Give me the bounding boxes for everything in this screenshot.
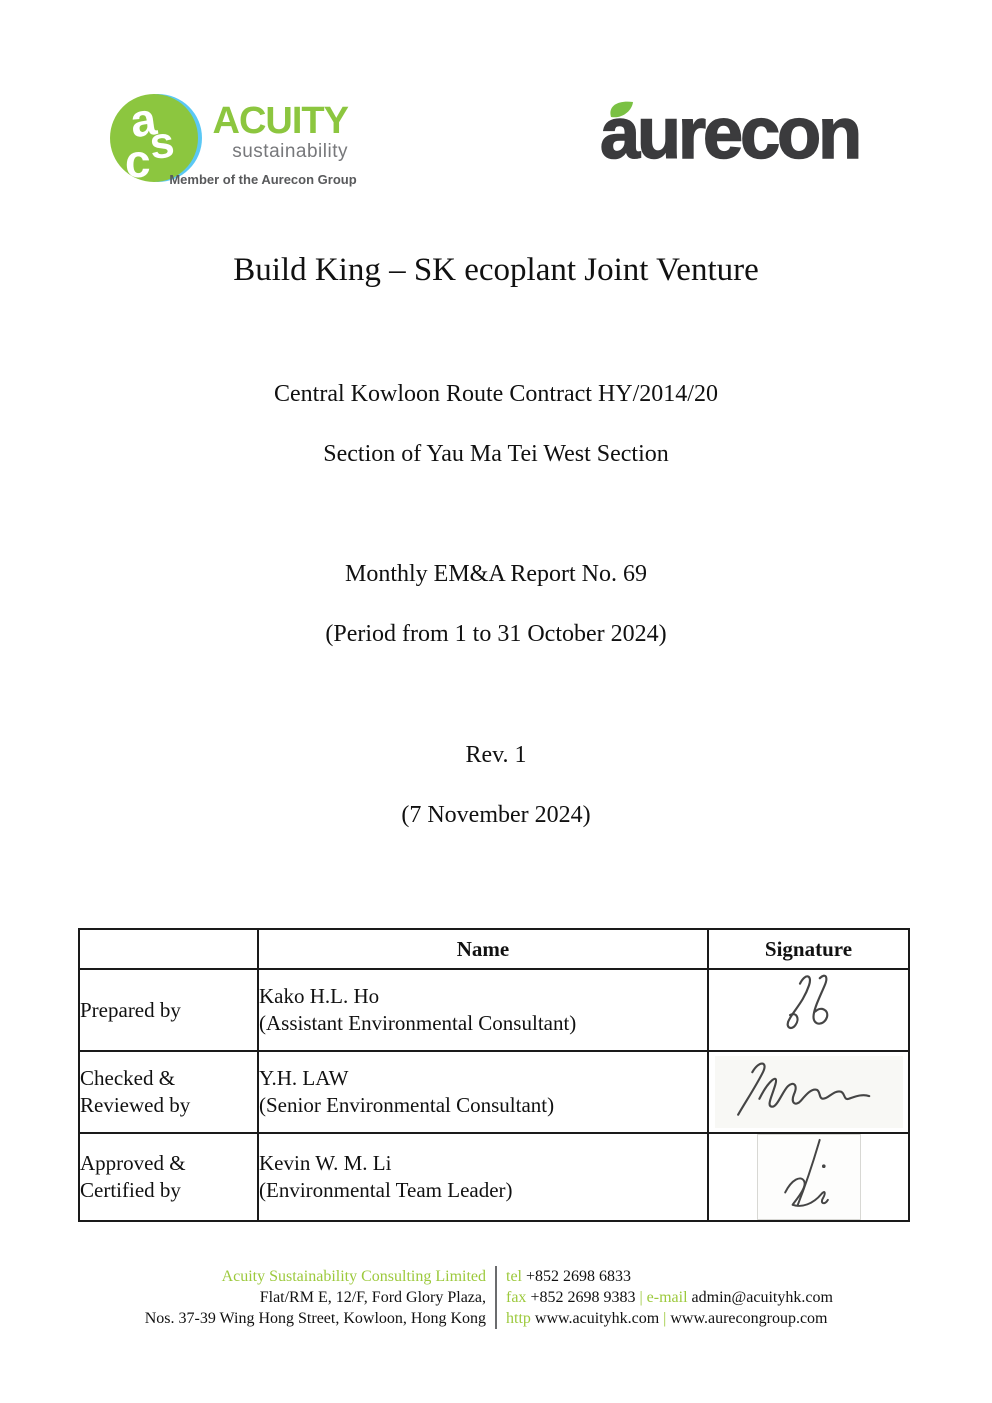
- page-footer: [0, 1266, 992, 1329]
- role-cell: [79, 969, 258, 1051]
- email-address: admin@acuityhk.com: [691, 1289, 833, 1306]
- tel-label: tel: [506, 1268, 522, 1285]
- aurecon-logo: [600, 86, 890, 176]
- person-name: Kevin W. M. Li: [259, 1151, 392, 1175]
- section-line: Section of Yau Ma Tei West Section: [323, 441, 669, 467]
- footer-address-block: [82, 1266, 495, 1329]
- report-number-line: Monthly EM&A Report No. 69: [344, 561, 647, 587]
- footer-tel-line: [506, 1266, 910, 1287]
- signature-ho-image: [773, 971, 845, 1049]
- separator: |: [663, 1310, 667, 1327]
- footer-web-line: [506, 1308, 910, 1329]
- fax-number: +852 2698 9383: [530, 1289, 636, 1306]
- signature-cell: [708, 1051, 909, 1133]
- table-row-checked-by: [79, 1051, 909, 1133]
- name-cell: [258, 969, 708, 1051]
- person-title: (Environmental Team Leader): [259, 1178, 513, 1202]
- footer-fax-email-line: [506, 1287, 910, 1308]
- role-line: Approved &: [80, 1151, 186, 1175]
- table-row-approved-by: [79, 1133, 909, 1221]
- header-name-cell: Name: [258, 929, 708, 969]
- person-name: Kako H.L. Ho: [259, 984, 380, 1008]
- revision-date-line: (7 November 2024): [401, 802, 591, 828]
- joint-venture-title: Build King – SK ecoplant Joint Venture: [233, 252, 759, 288]
- person-name: Y.H. LAW: [259, 1066, 349, 1090]
- footer-contact-block: [497, 1266, 910, 1329]
- signoff-table: [78, 928, 910, 1222]
- report-period-line: (Period from 1 to 31 October 2024): [325, 621, 667, 647]
- aurecon-wordmark: aurecon: [600, 94, 860, 174]
- revision-line: Rev. 1: [465, 742, 527, 768]
- http-label: http: [506, 1310, 531, 1327]
- signature-cell: [708, 969, 909, 1051]
- website-acuity: www.acuityhk.com: [534, 1310, 660, 1327]
- contract-line: Central Kowloon Route Contract HY/2014/20: [274, 381, 718, 407]
- role-line: Certified by: [80, 1178, 181, 1202]
- monogram-letter-s: s: [147, 117, 177, 169]
- header-role-cell: [79, 929, 258, 969]
- signoff-header-row: [79, 929, 909, 969]
- monogram-letter-a: a: [126, 92, 160, 148]
- acuity-wordmark: ACUITY: [212, 100, 348, 142]
- monogram-letter-c: c: [125, 135, 151, 186]
- role-line: Reviewed by: [80, 1093, 191, 1117]
- role-line: Checked &: [80, 1066, 176, 1090]
- website-aurecon: www.aurecongroup.com: [670, 1310, 828, 1327]
- acuity-tagline: sustainability: [232, 141, 348, 162]
- name-cell: [258, 1051, 708, 1133]
- signature-cell: [708, 1133, 909, 1221]
- footer-address-line2: Nos. 37-39 Wing Hong Street, Kowloon, Hong Kong: [144, 1310, 486, 1327]
- role-line: Prepared by: [80, 997, 181, 1022]
- role-cell: [79, 1051, 258, 1133]
- person-title: (Senior Environmental Consultant): [259, 1093, 555, 1117]
- table-row-prepared-by: [79, 969, 909, 1051]
- role-cell: [79, 1133, 258, 1221]
- separator: |: [639, 1289, 643, 1306]
- email-label: e-mail: [646, 1289, 688, 1306]
- name-cell: [258, 1133, 708, 1221]
- signature-law-image: [715, 1056, 903, 1128]
- tel-number: +852 2698 6833: [526, 1268, 632, 1285]
- acuity-logo: [108, 90, 358, 190]
- footer-company-name: Acuity Sustainability Consulting Limited: [221, 1268, 486, 1285]
- header-signature-cell: Signature: [708, 929, 909, 969]
- person-title: (Assistant Environmental Consultant): [259, 1011, 577, 1035]
- fax-label: fax: [506, 1289, 527, 1306]
- acuity-member-line: Member of the Aurecon Group: [169, 172, 357, 187]
- signature-li-image: [757, 1134, 861, 1220]
- footer-address-line1: Flat/RM E, 12/F, Ford Glory Plaza,: [259, 1289, 486, 1306]
